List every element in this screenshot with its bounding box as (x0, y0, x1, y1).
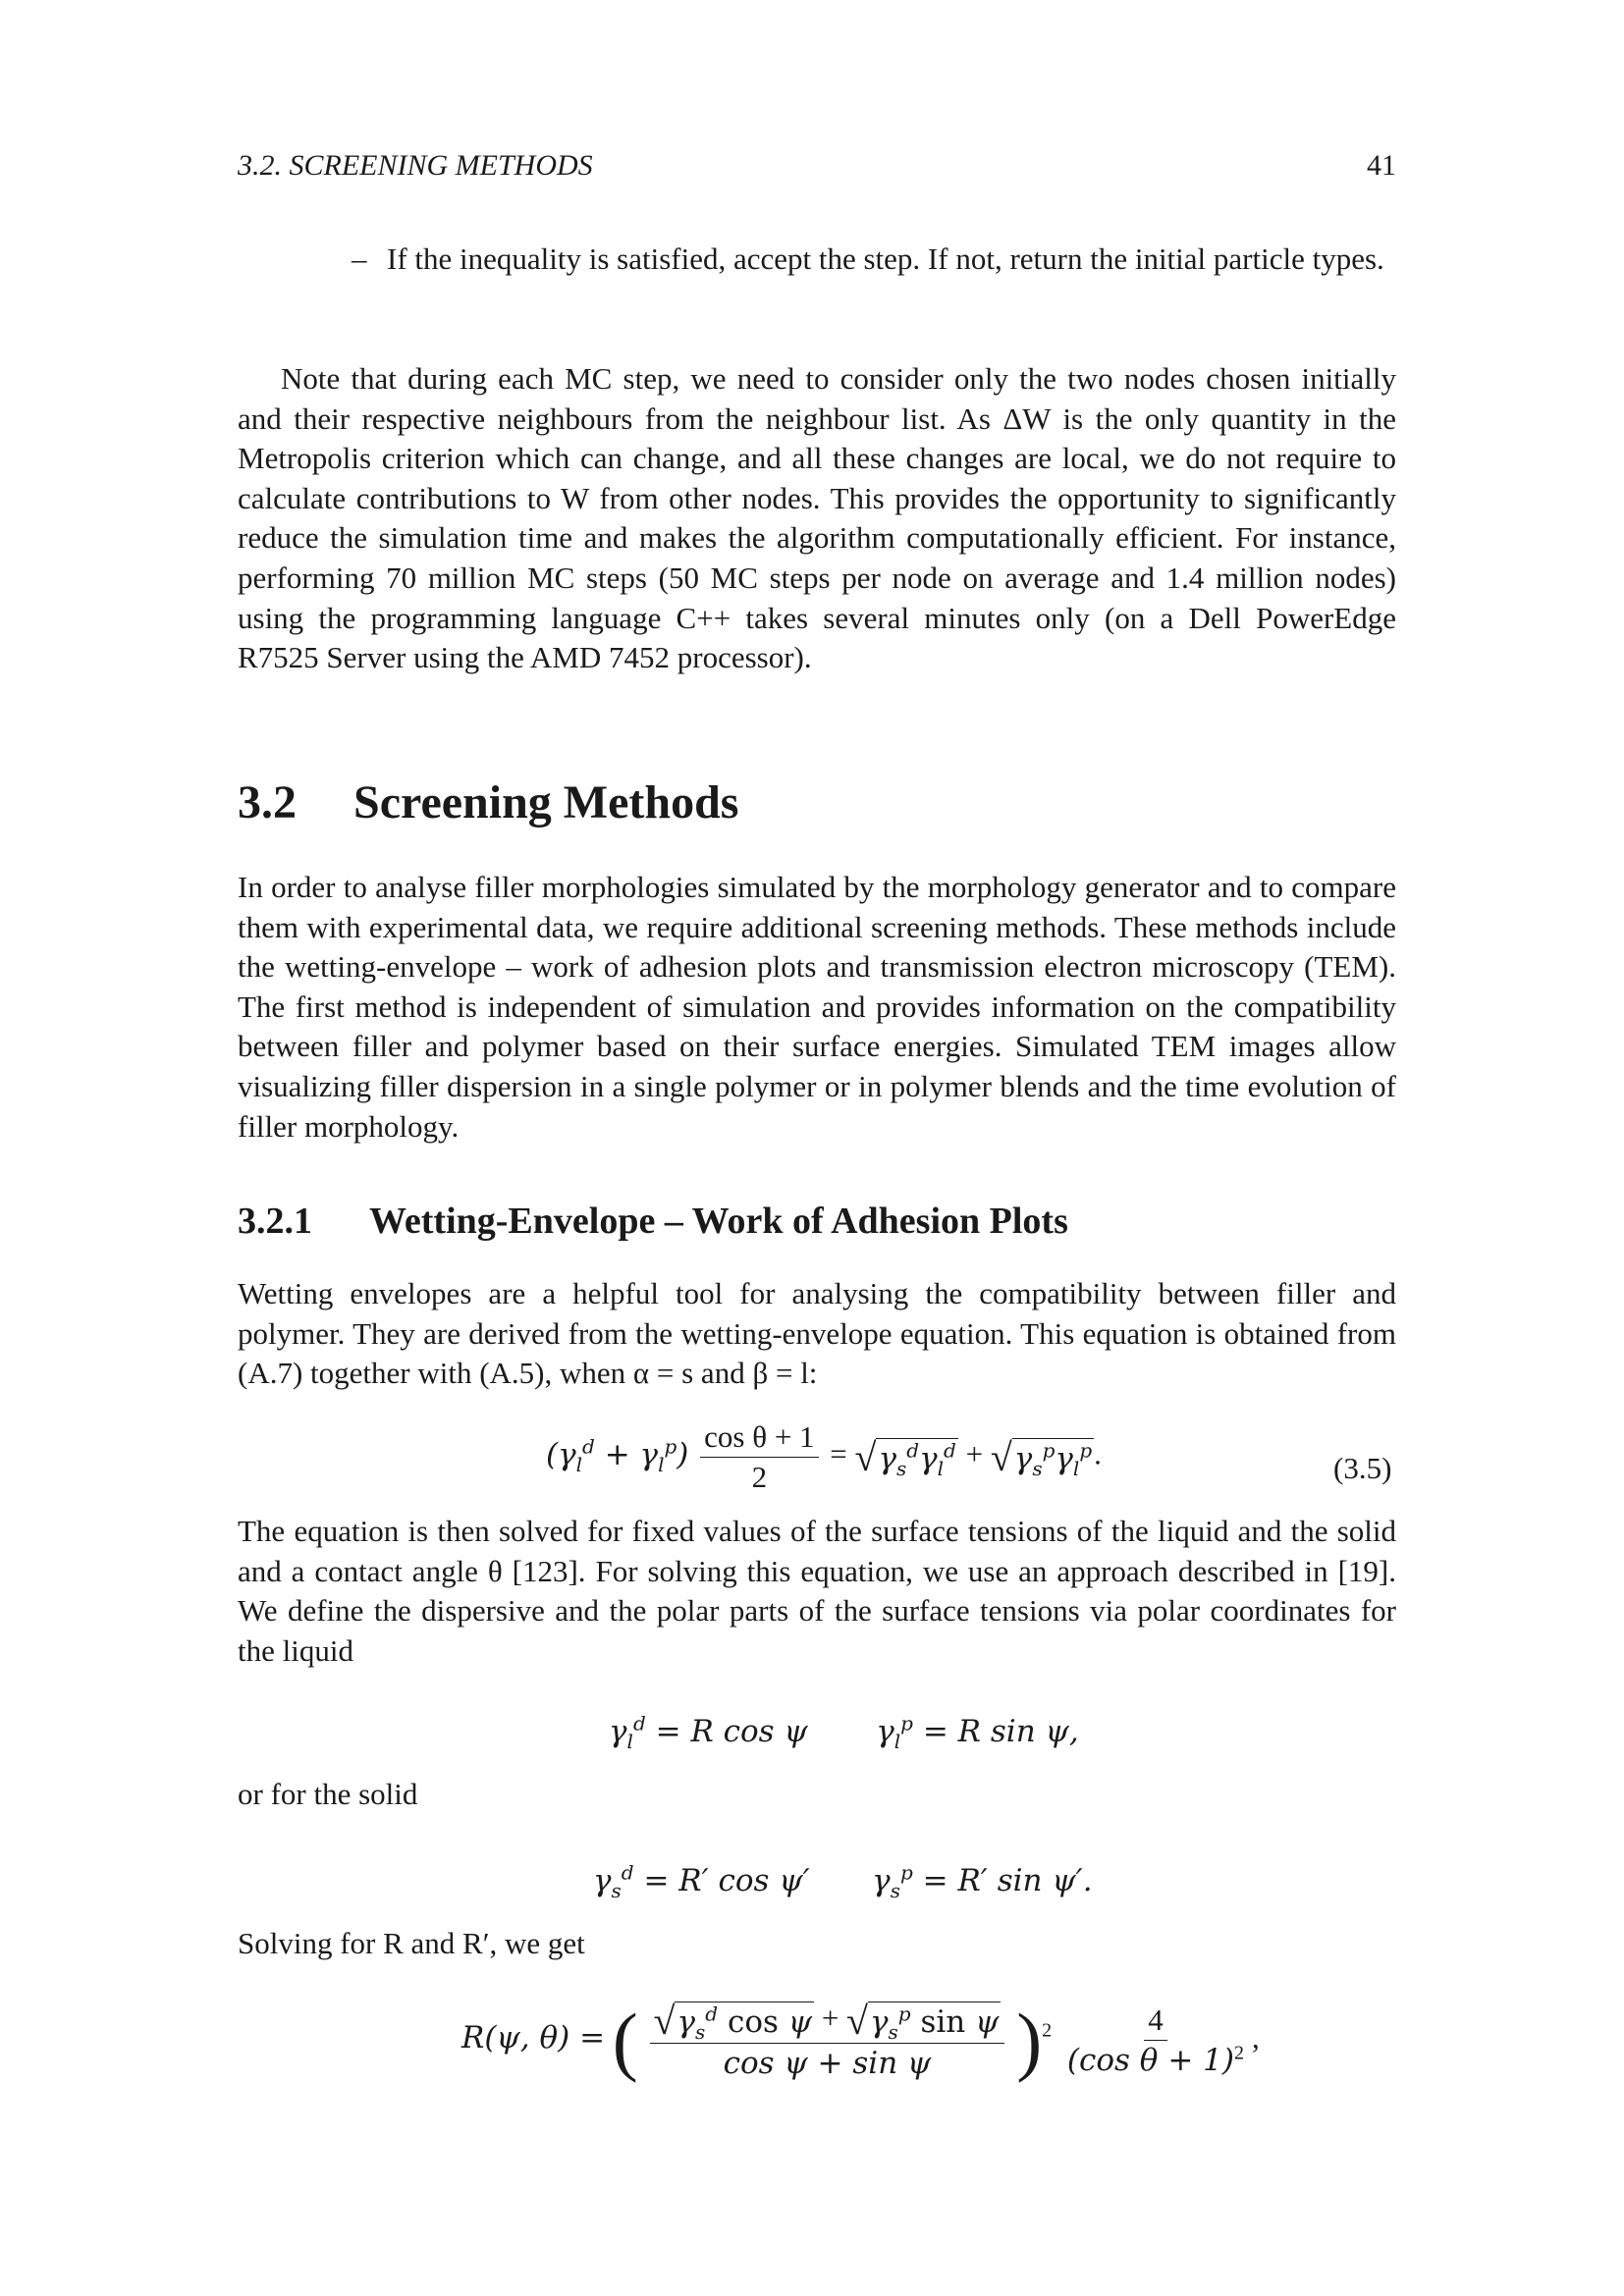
equation-fraction (700, 1419, 818, 1495)
R-denominator: cos ψ + sin ψ (723, 2045, 932, 2081)
text-solving (238, 1924, 1396, 1964)
paragraph-text: Solving for R and R′, we get (238, 1926, 585, 1960)
R-lhs: R(ψ, θ) = (461, 2020, 606, 2056)
equation-liquid: $\gamma_l^d = R$ cos ψ $\gamma_l^p = R$ sin ψ, (609, 1711, 1079, 1754)
paragraph-text: Wetting envelopes are a helpful tool for analysing the compatibility between filler and polymer. They are derived from the wetting-envelope equation. This equation is obtained from (A.7) together with (A.5), when α = s and β = l: (238, 1276, 1396, 1391)
bullet-dash: – (352, 241, 367, 276)
R-second-denominator: (cos θ + 1) (1066, 2043, 1234, 2079)
section-number: 3.2 (238, 776, 297, 828)
liquid-d-rhs: = R cos ψ (655, 1714, 808, 1749)
bullet-item (352, 240, 1396, 279)
solid-d-rhs: = R′ cos ψ′ (643, 1863, 810, 1898)
fraction-numerator: cos θ + 1 (700, 1419, 818, 1458)
paragraph-solve (238, 1512, 1396, 1671)
subsection-number: 3.2.1 (238, 1201, 312, 1242)
equation-3-5: $(\gamma_l^d + \gamma_l^p)$ $\frac{\text{cos θ + 1}}{2}$ = √ $\gamma_s^d\gamma_l^d$ + √ $\gamma_s^p\gamma_l^p$ . (546, 1419, 1102, 1494)
page-number: 41 (1367, 149, 1396, 182)
equation-solid: $\gamma_s^d = R'$ cos ψ′ $\gamma_s^p = R'$ sin ψ′. (593, 1860, 1093, 1903)
paragraph-text: Note that during each MC step, we need to consider only the two nodes chosen initially and their respective neighbours from the neighbour list. As ΔW is the only quantity in the Metropolis criterion which can change, and all these changes are local, we do not require to calculate contributions to W from other nodes. This provides the opportunity to significantly reduce the simulation time and makes the algorithm computationally efficient. For instance, performing 70 million MC steps (50 MC steps per node on average and 1.4 million nodes) using the programming language C++ takes several minutes only (on a Dell PowerEdge R7525 Server using the AMD 7452 processor). (238, 361, 1396, 675)
R-second-numerator: 4 (1144, 2002, 1167, 2041)
subsection-title: Wetting-Envelope – Work of Adhesion Plots (369, 1201, 1068, 1242)
running-head (238, 149, 1396, 183)
subsection-heading (238, 1200, 1068, 1243)
solid-p-rhs: = R′ sin ψ′. (922, 1863, 1093, 1898)
fraction-denominator: 2 (751, 1460, 768, 1494)
paragraph-text: In order to analyse filler morphologies simulated by the morphology generator and to compare them with experimental data, we require additional screening methods. These methods include the wetting-envelope – work of adhesion plots and transmission electron microscopy (TEM). The first method is independent of simulation and provides information on the compatibility between filler and polymer based on their surface energies. Simulated TEM images allow visualizing filler dispersion in a single polymer or in polymer blends and the time evolution of filler morphology. (238, 870, 1396, 1144)
paragraph-text: The equation is then solved for fixed values of the surface tensions of the liquid and the solid and a contact angle θ [123]. For solving this equation, we use an approach described in [19]. We define the dispersive and the polar parts of the surface tensions via polar coordinates for the liquid (238, 1514, 1396, 1668)
exponent: 2 (1042, 2019, 1053, 2042)
paragraph-text: or for the solid (238, 1777, 418, 1811)
equation-number: (3.5) (1333, 1451, 1392, 1485)
section-heading (238, 775, 738, 829)
bullet-text: If the inequality is satisfied, accept the step. If not, return the initial particle types. (387, 241, 1384, 276)
R-fraction: √ $\gamma_s^d$ cos ψ + √ $\gamma_s^p$ sin ψ cos ψ + sin ψ (650, 2001, 1005, 2081)
equation-R: R(ψ, θ) = ( √ $\gamma_s^d$ cos ψ + √ $\gamma_s^p$ sin ψ cos ψ + sin ψ )$^2$ $\frac{4}{(\cos \theta + 1)^2}$ , (461, 1997, 1260, 2083)
text-or-solid (238, 1775, 1396, 1815)
paragraph-screening (238, 868, 1396, 1147)
section-title: Screening Methods (353, 776, 739, 828)
running-head-title: 3.2. SCREENING METHODS (238, 149, 593, 182)
liquid-p-rhs: = R sin ψ, (922, 1714, 1079, 1749)
paragraph-wetting-intro (238, 1274, 1396, 1394)
paragraph-mc-step (238, 359, 1396, 678)
R-second-fraction: $\frac{4}{(\cos \theta + 1)^2}$ (1066, 2002, 1244, 2079)
